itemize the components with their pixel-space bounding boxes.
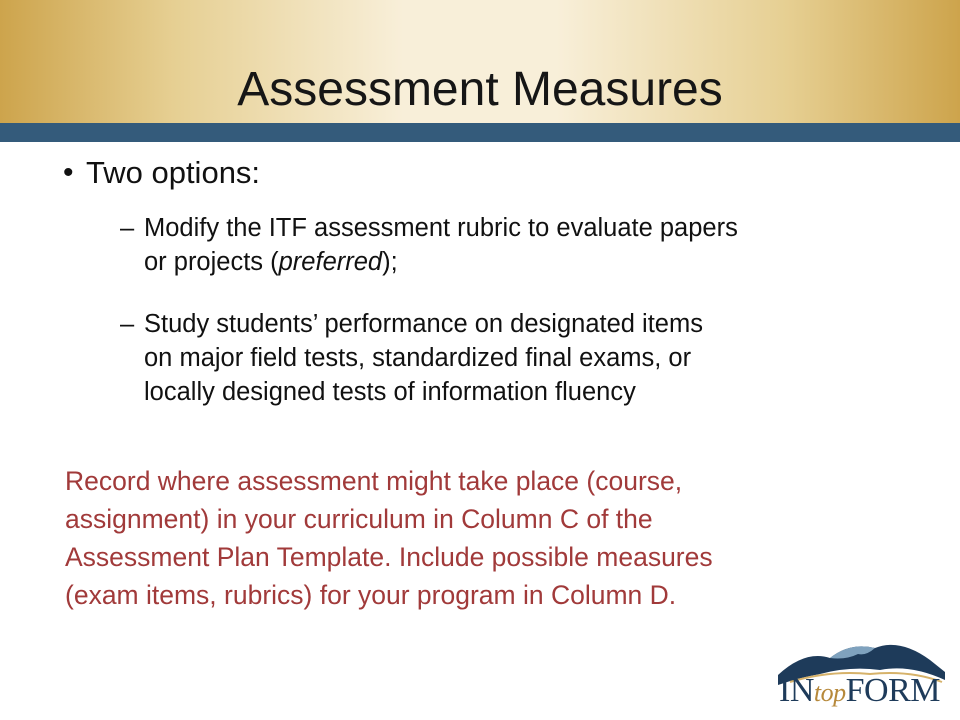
note-line: Assessment Plan Template. Include possible measures bbox=[65, 542, 713, 572]
note-line: Record where assessment might take place (course, bbox=[65, 466, 683, 496]
title-rule bbox=[0, 123, 960, 142]
sub-item-2-line-1: Study students’ performance on designated items bbox=[144, 310, 703, 338]
sub-item-1-line-2: or projects (preferred); bbox=[144, 248, 398, 276]
bullet-text: Two options: bbox=[86, 155, 261, 190]
sub-item-1 bbox=[120, 211, 934, 279]
sub-item-2-line-3: locally designed tests of information fluency bbox=[144, 378, 636, 406]
slide-title: Assessment Measures bbox=[237, 63, 723, 116]
dash-icon: – bbox=[120, 214, 135, 242]
note-line: assignment) in your curriculum in Column C of the bbox=[65, 504, 653, 534]
dash-icon: – bbox=[120, 310, 135, 338]
instruction-note bbox=[65, 462, 935, 614]
sub-item-2 bbox=[120, 307, 934, 409]
bullet-item bbox=[63, 153, 261, 193]
bullet-icon: • bbox=[63, 156, 74, 189]
preferred-emphasis: preferred bbox=[278, 248, 383, 276]
intopform-logo: INtopFORM bbox=[779, 672, 940, 709]
sub-item-1-line-1: Modify the ITF assessment rubric to evaluate papers bbox=[144, 214, 738, 242]
note-line: (exam items, rubrics) for your program in Column D. bbox=[65, 580, 677, 610]
sub-item-2-line-2: on major field tests, standardized final exams, or bbox=[144, 344, 692, 372]
